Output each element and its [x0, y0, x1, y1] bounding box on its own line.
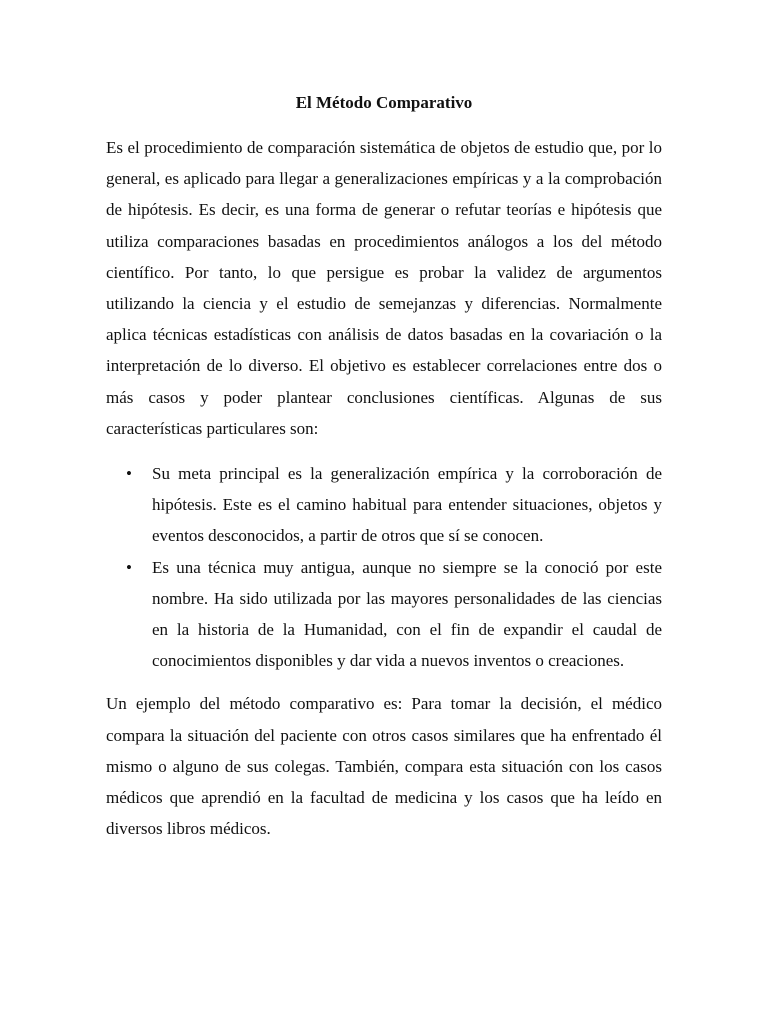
characteristics-list [106, 458, 662, 676]
list-item-text: Es una técnica muy antigua, aunque no siempre se la conoció por este nombre. Ha sido utilizada por las mayores personalidades de las ciencias en la historia de la Humanidad, con el fin de expandir el caudal de conocimientos disponibles y dar vida a nuevos inventos o creaciones. [152, 557, 662, 671]
list-item [106, 552, 662, 677]
list-item [106, 458, 662, 552]
list-item-text: Su meta principal es la generalización empírica y la corroboración de hipótesis. Este es el camino habitual para entender situaciones, objetos y eventos desconocidos, a partir de otros que sí se conocen. [152, 464, 662, 546]
bullet-icon: • [126, 557, 132, 577]
page-title: El Método Comparativo [295, 93, 473, 112]
intro-paragraph: Es el procedimiento de comparación sistemática de objetos de estudio que, por lo general, es aplicado para llegar a generalizaciones empíricas y a la comprobación de hipótesis. Es decir, es una forma de generar o refutar teorías e hipótesis que utiliza comparaciones basadas en procedimientos análogos a los del método científico. Por tanto, lo que persigue es probar la validez de argumentos utilizando la ciencia y el estudio de semejanzas y diferencias. Normalmente aplica técnicas estadísticas con análisis de datos basadas en la covariación o la interpretación de lo diverso. El objetivo es establecer correlaciones entre dos o más casos y poder plantear conclusiones científicas. Algunas de sus características particulares son: [106, 138, 662, 438]
bullet-icon: • [126, 464, 132, 484]
example-paragraph: Un ejemplo del método comparativo es: Para tomar la decisión, el médico compara la situación del paciente con otros casos similares que ha enfrentado él mismo o alguno de sus colegas. También, compara esta situación con los casos médicos que aprendió en la facultad de medicina y los casos que ha leído en diversos libros médicos. [106, 694, 662, 839]
